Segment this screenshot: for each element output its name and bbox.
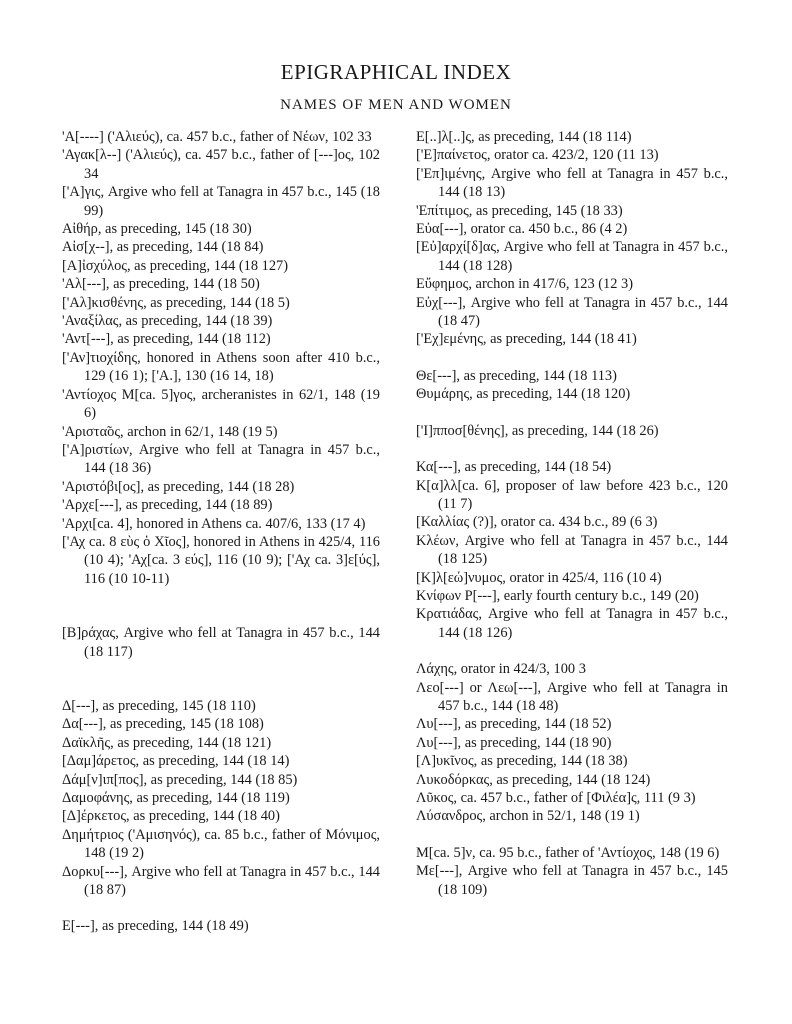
index-entry: ['Αχ ca. 8 εὺς ὁ Χῖος], honored in Athens in 425/4, 116 (10 4); 'Αχ[ca. 3 εύς], 116 (10 9); ['Αχ ca. 3]ε[ύς], 116 (10 10-11) <box>62 533 380 587</box>
index-entry: 'Αριστα̃ος, archon in 62/1, 148 (19 5) <box>62 423 278 440</box>
index-entry: Εὔφημος, archon in 417/6, 123 (12 3) <box>416 276 634 293</box>
index-entry: Κρατιάδας, Argive who fell at Tanagra in 457 b.c., 144 (18 126) <box>416 606 728 641</box>
index-entry: Δ[---], as preceding, 145 (18 110) <box>62 697 256 714</box>
index-entry: 'Αλ[---], as preceding, 144 (18 50) <box>62 276 260 293</box>
index-column-right <box>416 128 728 899</box>
index-entry: ['Α]γις, Argive who fell at Tanagra in 457 b.c., 145 (18 99) <box>62 184 380 219</box>
index-entry: Θε[---], as preceding, 144 (18 113) <box>416 367 617 384</box>
index-entry: Λυκοδόρκας, as preceding, 144 (18 124) <box>416 771 651 788</box>
index-entry: ['Ι]πποσ[θένης], as preceding, 144 (18 26) <box>416 422 659 439</box>
index-entry: Εὐα[---], orator ca. 450 b.c., 86 (4 2) <box>416 221 628 238</box>
index-entry: 'Αντ[---], as preceding, 144 (18 112) <box>62 331 271 348</box>
index-entry: ['Αν]τιοχίδης, honored in Athens soon after 410 b.c., 129 (16 1); ['Α.], 130 (16 14, 18) <box>62 349 380 385</box>
index-entry: [Λ]υκῖνος, as preceding, 144 (18 38) <box>416 753 628 770</box>
index-entry: Λύσανδρος, archon in 52/1, 148 (19 1) <box>416 808 640 825</box>
index-entry: 'Αγακ[λ--] ('Αλιεύς), ca. 457 b.c., father of [---]ος, 102 34 <box>62 147 380 182</box>
index-entry: Λυ[---], as preceding, 144 (18 52) <box>416 716 612 733</box>
index-entry: Αἰθήρ, as preceding, 145 (18 30) <box>62 221 252 238</box>
index-entry: [Β]ράχας, Argive who fell at Tanagra in 457 b.c., 144 (18 117) <box>62 625 380 660</box>
page-title: EPIGRAPHICAL INDEX <box>280 60 512 84</box>
index-entry: 'Επίτιμος, as preceding, 145 (18 33) <box>416 202 623 219</box>
index-entry: ['Α]ριστίων, Argive who fell at Tanagra in 457 b.c., 144 (18 36) <box>62 441 380 477</box>
index-entry: Δα[---], as preceding, 145 (18 108) <box>62 716 264 733</box>
index-entry: Ε[---], as preceding, 144 (18 49) <box>62 918 249 935</box>
index-entry: Λάχης, orator in 424/3, 100 3 <box>416 661 586 678</box>
index-entry: 'Αναξίλας, as preceding, 144 (18 39) <box>62 313 273 330</box>
index-entry: Μ[ca. 5]ν, ca. 95 b.c., father of 'Αντίοχος, 148 (19 6) <box>416 844 720 861</box>
index-entry: 'Αριστόβι[ος], as preceding, 144 (18 28) <box>62 478 295 495</box>
index-entry: Κλέων, Argive who fell at Tanagra in 457 b.c., 144 (18 125) <box>416 532 728 568</box>
index-entry: Με[---], Argive who fell at Tanagra in 457 b.c., 145 (18 109) <box>416 863 728 898</box>
index-entry: [Κ]λ[εώ]νυμος, orator in 425/4, 116 (10 4) <box>416 569 662 586</box>
index-entry: [Α]ἰσχύλος, as preceding, 144 (18 127) <box>62 257 289 274</box>
index-entry: Δημήτριος ('Αμισηνός), ca. 85 b.c., father of Μόνιμος, 148 (19 2) <box>62 826 380 862</box>
index-column-left <box>62 128 380 936</box>
index-entry: Κα[---], as preceding, 144 (18 54) <box>416 459 612 476</box>
index-entry: Εὐχ[---], Argive who fell at Tanagra in 457 b.c., 144 (18 47) <box>416 294 728 330</box>
index-entry: 'Αντίοχος Μ[ca. 5]γος, archeranistes in 62/1, 148 (19 6) <box>62 386 380 422</box>
index-entry: Δαϊκλῆς, as preceding, 144 (18 121) <box>62 734 272 751</box>
index-entry: Ε[..]λ[..]ς, as preceding, 144 (18 114) <box>416 129 632 145</box>
index-entry: Δάμ[ν]ιπ[πος], as preceding, 144 (18 85) <box>62 771 298 788</box>
index-entry: [Δαμ]άρετος, as preceding, 144 (18 14) <box>62 753 290 770</box>
index-entry: Αἰσ[χ--], as preceding, 144 (18 84) <box>62 239 264 256</box>
index-entry: Κνίφων Ρ[---], early fourth century b.c., 149 (20) <box>416 587 699 604</box>
index-entry: ['Αλ]κισθένης, as preceding, 144 (18 5) <box>62 294 290 311</box>
index-entry: ['Εχ]εμένης, as preceding, 144 (18 41) <box>416 331 637 348</box>
index-entry: Λεο[---] or Λεω[---], Argive who fell at Tanagra in 457 b.c., 144 (18 48) <box>416 679 728 714</box>
index-entry: 'Αρχι[ca. 4], honored in Athens ca. 407/6, 133 (17 4) <box>62 515 366 532</box>
index-entry: [Καλλίας (?)], orator ca. 434 b.c., 89 (6 3) <box>416 514 658 531</box>
index-entry: Λυ[---], as preceding, 144 (18 90) <box>416 734 612 751</box>
section-heading: NAMES OF MEN AND WOMEN <box>280 97 512 113</box>
index-entry: 'Α[----] ('Αλιεύς), ca. 457 b.c., father of Νέων, 102 33 <box>62 129 372 145</box>
index-entry: Κ[α]λλ[ca. 6], proposer of law before 423 b.c., 120 (11 7) <box>416 477 728 512</box>
index-entry: Δορκυ[---], Argive who fell at Tanagra in 457 b.c., 144 (18 87) <box>62 863 380 899</box>
index-entry: ['Επ]ιμένης, Argive who fell at Tanagra in 457 b.c., 144 (18 13) <box>416 165 728 201</box>
index-entry: Λῦκος, ca. 457 b.c., father of [Φιλέα]ς, 111 (9 3) <box>416 790 696 806</box>
index-entry: 'Αρχε[---], as preceding, 144 (18 89) <box>62 497 273 514</box>
index-entry: [Εὐ]αρχί[δ]ας, Argive who fell at Tanagra in 457 b.c., 144 (18 128) <box>416 239 728 274</box>
index-entry: Δαμοφάνης, as preceding, 144 (18 119) <box>62 790 290 806</box>
index-entry: Θυμάρης, as preceding, 144 (18 120) <box>416 386 631 403</box>
index-entry: [Δ]έρκετος, as preceding, 144 (18 40) <box>62 808 280 825</box>
index-entry: ['Ε]παίνετος, orator ca. 423/2, 120 (11 13) <box>416 147 659 164</box>
